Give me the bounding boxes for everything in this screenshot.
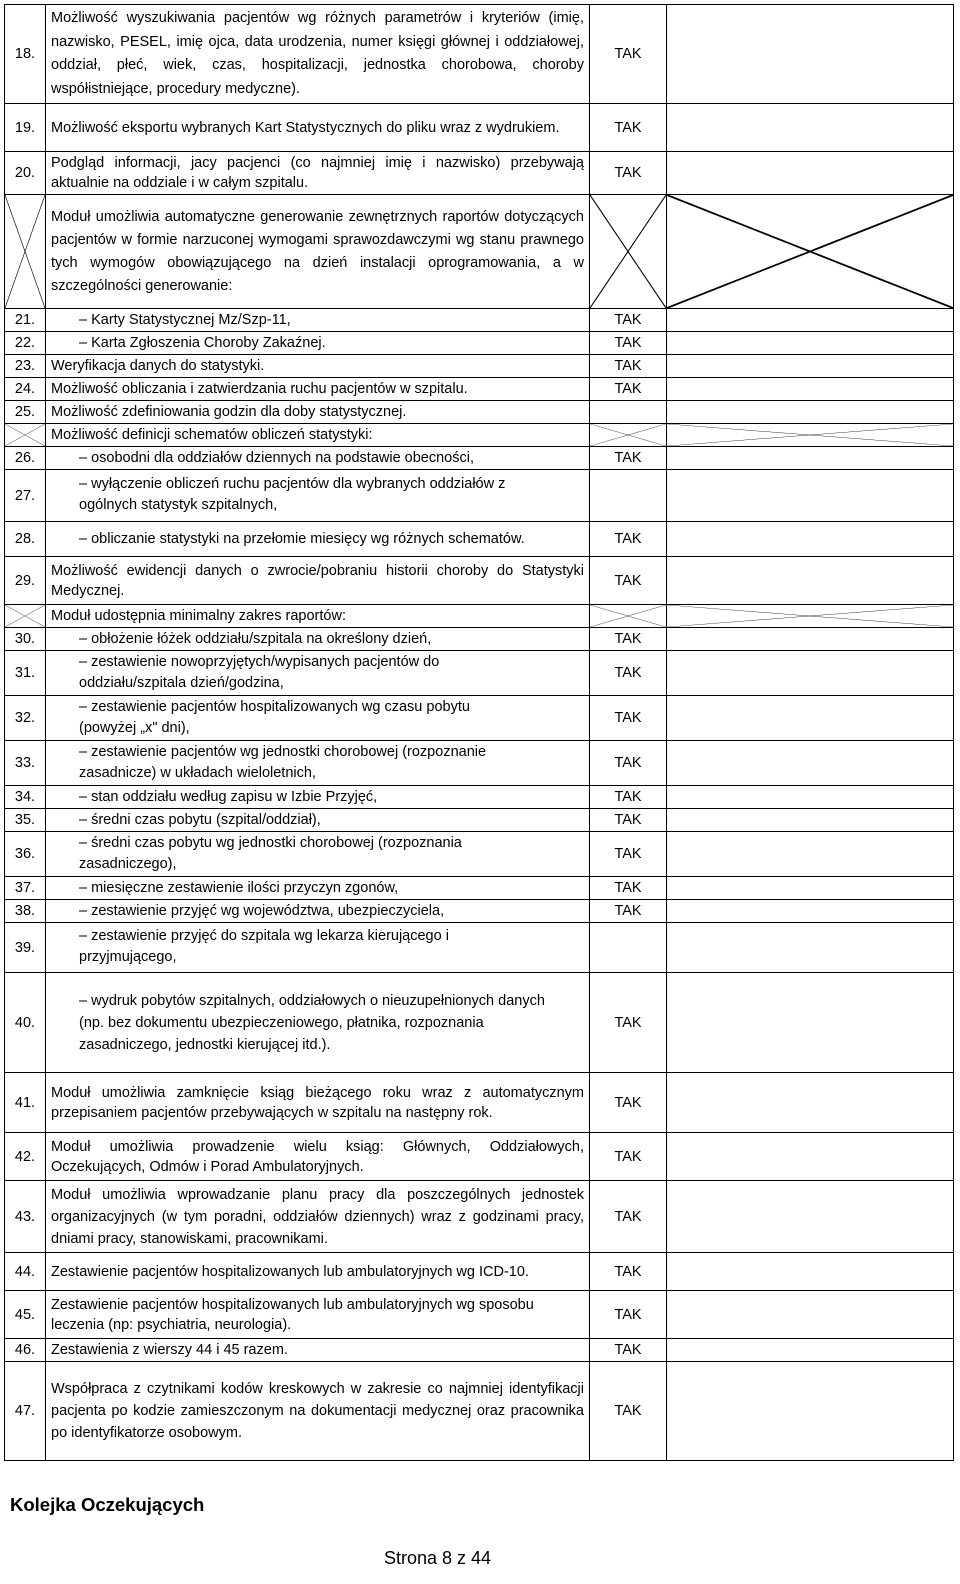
row-extra (667, 470, 954, 522)
row-description: Zestawienie pacjentów hospitalizowanych lub ambulatoryjnych wg ICD-10. (46, 1253, 590, 1291)
row-value: TAK (590, 1362, 667, 1461)
table-row (5, 309, 954, 332)
row-extra (667, 152, 954, 195)
row-extra (667, 877, 954, 900)
table-row (5, 104, 954, 152)
row-number: 33. (5, 741, 46, 786)
row-description: Zestawienia z wierszy 44 i 45 razem. (46, 1339, 590, 1362)
table-row (5, 1253, 954, 1291)
row-number: 20. (5, 152, 46, 195)
table-row (5, 1362, 954, 1461)
table-row (5, 605, 954, 628)
crossed-cell (667, 424, 954, 447)
row-value: TAK (590, 309, 667, 332)
row-number: 19. (5, 104, 46, 152)
row-number: 29. (5, 557, 46, 605)
row-number: 28. (5, 522, 46, 557)
section-description: Moduł udostępnia minimalny zakres raportów: (46, 605, 590, 628)
row-description: – miesięczne zestawienie ilości przyczyn zgonów, (46, 877, 590, 900)
row-value: TAK (590, 786, 667, 809)
row-extra (667, 809, 954, 832)
row-number: 47. (5, 1362, 46, 1461)
table-row (5, 832, 954, 877)
row-extra (667, 1253, 954, 1291)
row-value: TAK (590, 447, 667, 470)
row-value (590, 470, 667, 522)
row-value: TAK (590, 900, 667, 923)
table-row (5, 1291, 954, 1339)
table-row (5, 5, 954, 104)
row-extra (667, 557, 954, 605)
row-description: Moduł umożliwia wprowadzanie planu pracy dla poszczególnych jednostek organizacyjnych (w tym poradni, oddziałów dziennych) wraz z godzinami pracy, dniami pracy, stanowiskami, pracownikami. (46, 1181, 590, 1253)
row-number: 37. (5, 877, 46, 900)
row-number: 32. (5, 696, 46, 741)
table-row (5, 1339, 954, 1362)
row-number: 44. (5, 1253, 46, 1291)
row-description: Podgląd informacji, jacy pacjenci (co najmniej imię i nazwisko) przebywają aktualnie na oddziale i w całym szpitalu. (46, 152, 590, 195)
row-description: Moduł umożliwia zamknięcie ksiąg bieżącego roku wraz z automatycznym przepisaniem pacjentów przebywających w szpitalu na następny rok. (46, 1073, 590, 1133)
row-description: Możliwość ewidencji danych o zwrocie/pobraniu historii choroby do Statystyki Medycznej. (46, 557, 590, 605)
row-number: 40. (5, 973, 46, 1073)
table-row (5, 696, 954, 741)
row-description: – osobodni dla oddziałów dziennych na podstawie obecności, (46, 447, 590, 470)
row-value: TAK (590, 1133, 667, 1181)
row-extra (667, 786, 954, 809)
row-number: 43. (5, 1181, 46, 1253)
row-extra (667, 1181, 954, 1253)
row-description: – wyłączenie obliczeń ruchu pacjentów dla wybranych oddziałów z ogólnych statystyk szpitalnych, (46, 470, 590, 522)
row-number: 18. (5, 5, 46, 104)
row-extra (667, 923, 954, 973)
row-value: TAK (590, 628, 667, 651)
row-number: 26. (5, 447, 46, 470)
row-extra (667, 332, 954, 355)
table-row (5, 378, 954, 401)
crossed-cell (5, 424, 46, 447)
row-extra (667, 5, 954, 104)
row-number: 35. (5, 809, 46, 832)
row-value: TAK (590, 522, 667, 557)
row-description: – zestawienie nowoprzyjętych/wypisanych pacjentów do oddziału/szpitala dzień/godzina, (46, 651, 590, 696)
row-value: TAK (590, 832, 667, 877)
crossed-cell (5, 195, 46, 309)
row-description: Zestawienie pacjentów hospitalizowanych lub ambulatoryjnych wg sposobu leczenia (np: psychiatria, neurologia). (46, 1291, 590, 1339)
row-description: Możliwość zdefiniowania godzin dla doby statystycznej. (46, 401, 590, 424)
row-description: – zestawienie przyjęć wg województwa, ubezpieczyciela, (46, 900, 590, 923)
row-extra (667, 696, 954, 741)
row-description: – zestawienie pacjentów hospitalizowanych wg czasu pobytu (powyżej „x" dni), (46, 696, 590, 741)
row-value: TAK (590, 651, 667, 696)
table-row (5, 355, 954, 378)
requirements-table (4, 4, 954, 1461)
row-extra (667, 1073, 954, 1133)
row-description: Moduł umożliwia prowadzenie wielu ksiąg: Głównych, Oddziałowych, Oczekujących, Odmów i Porad Ambulatoryjnych. (46, 1133, 590, 1181)
table-row (5, 1181, 954, 1253)
row-description: – Karty Statystycznej Mz/Szp-11, (46, 309, 590, 332)
table-row (5, 628, 954, 651)
table-row (5, 877, 954, 900)
table-row (5, 786, 954, 809)
row-number: 41. (5, 1073, 46, 1133)
row-description: – Karta Zgłoszenia Choroby Zakaźnej. (46, 332, 590, 355)
table-row (5, 1133, 954, 1181)
row-extra (667, 741, 954, 786)
row-extra (667, 900, 954, 923)
section-description: Możliwość definicji schematów obliczeń statystyki: (46, 424, 590, 447)
table-row (5, 152, 954, 195)
row-description: – stan oddziału według zapisu w Izbie Przyjęć, (46, 786, 590, 809)
row-description: – obłożenie łóżek oddziału/szpitala na określony dzień, (46, 628, 590, 651)
crossed-cell (590, 424, 667, 447)
row-extra (667, 651, 954, 696)
table-row (5, 470, 954, 522)
row-number: 25. (5, 401, 46, 424)
row-value: TAK (590, 152, 667, 195)
row-extra (667, 104, 954, 152)
row-value: TAK (590, 741, 667, 786)
row-description: Możliwość eksportu wybranych Kart Statystycznych do pliku wraz z wydrukiem. (46, 104, 590, 152)
row-number: 38. (5, 900, 46, 923)
row-description: Możliwość wyszukiwania pacjentów wg różnych parametrów i kryteriów (imię, nazwisko, PESEL, imię ojca, data urodzenia, numer księgi głównej i oddziałowej, oddział, płeć, wiek, czas, hospitalizacji, jednostka chorobowa, choroby współistniejące, procedury medyczne). (46, 5, 590, 104)
row-value: TAK (590, 5, 667, 104)
page-footer: Strona 8 z 44 (384, 1548, 492, 1568)
row-value: TAK (590, 355, 667, 378)
row-number: 31. (5, 651, 46, 696)
row-description: – średni czas pobytu (szpital/oddział), (46, 809, 590, 832)
row-description: – obliczanie statystyki na przełomie miesięcy wg różnych schematów. (46, 522, 590, 557)
table-row (5, 900, 954, 923)
row-number: 21. (5, 309, 46, 332)
row-value: TAK (590, 809, 667, 832)
row-number: 36. (5, 832, 46, 877)
table-row (5, 401, 954, 424)
row-extra (667, 1133, 954, 1181)
table-row (5, 332, 954, 355)
row-value: TAK (590, 1073, 667, 1133)
row-extra (667, 355, 954, 378)
crossed-cell (5, 605, 46, 628)
row-number: 45. (5, 1291, 46, 1339)
row-description: Możliwość obliczania i zatwierdzania ruchu pacjentów w szpitalu. (46, 378, 590, 401)
row-number: 39. (5, 923, 46, 973)
row-value (590, 923, 667, 973)
row-number: 42. (5, 1133, 46, 1181)
row-value: TAK (590, 1339, 667, 1362)
section-heading: Kolejka Oczekujących (10, 1494, 205, 1515)
table-row (5, 741, 954, 786)
row-number: 27. (5, 470, 46, 522)
row-extra (667, 1291, 954, 1339)
crossed-cell (590, 605, 667, 628)
row-extra (667, 378, 954, 401)
row-description: Współpraca z czytnikami kodów kreskowych w zakresie co najmniej identyfikacji pacjenta po kodzie zamieszczonym na dokumentacji medycznej oraz pracownika po identyfikatorze osobowym. (46, 1362, 590, 1461)
table-row (5, 424, 954, 447)
table-row (5, 522, 954, 557)
crossed-cell (590, 195, 667, 309)
row-description: – zestawienie przyjęć do szpitala wg lekarza kierującego i przyjmującego, (46, 923, 590, 973)
table-row (5, 195, 954, 309)
row-extra (667, 447, 954, 470)
row-number: 22. (5, 332, 46, 355)
row-number: 23. (5, 355, 46, 378)
row-number: 46. (5, 1339, 46, 1362)
row-description: – zestawienie pacjentów wg jednostki chorobowej (rozpoznanie zasadnicze) w układach wieloletnich, (46, 741, 590, 786)
crossed-cell (667, 195, 954, 309)
section-description: Moduł umożliwia automatyczne generowanie zewnętrznych raportów dotyczących pacjentów w formie narzuconej wymogami sprawozdawczymi wg stanu prawnego tych wymogów obowiązującego na dzień instalacji oprogramowania, a w szczególności generowanie: (46, 195, 590, 309)
row-value: TAK (590, 1291, 667, 1339)
row-number: 34. (5, 786, 46, 809)
row-value: TAK (590, 696, 667, 741)
row-value: TAK (590, 1181, 667, 1253)
row-extra (667, 973, 954, 1073)
row-value: TAK (590, 332, 667, 355)
row-extra (667, 401, 954, 424)
table-row (5, 651, 954, 696)
row-extra (667, 628, 954, 651)
row-extra (667, 1339, 954, 1362)
row-number: 24. (5, 378, 46, 401)
row-value: TAK (590, 973, 667, 1073)
row-description: Weryfikacja danych do statystyki. (46, 355, 590, 378)
row-description: – wydruk pobytów szpitalnych, oddziałowych o nieuzupełnionych danych (np. bez dokumentu ubezpieczeniowego, płatnika, rozpoznania zasadniczego, jednostki kierującej itd.). (46, 973, 590, 1073)
table-row (5, 447, 954, 470)
row-value: TAK (590, 877, 667, 900)
row-value: TAK (590, 378, 667, 401)
row-extra (667, 832, 954, 877)
crossed-cell (667, 605, 954, 628)
row-value (590, 401, 667, 424)
row-description: – średni czas pobytu wg jednostki chorobowej (rozpoznania zasadniczego), (46, 832, 590, 877)
table-row (5, 809, 954, 832)
table-row (5, 923, 954, 973)
row-value: TAK (590, 1253, 667, 1291)
row-extra (667, 309, 954, 332)
table-row (5, 1073, 954, 1133)
table-row (5, 557, 954, 605)
table-row (5, 973, 954, 1073)
row-number: 30. (5, 628, 46, 651)
row-extra (667, 1362, 954, 1461)
row-value: TAK (590, 557, 667, 605)
row-value: TAK (590, 104, 667, 152)
row-extra (667, 522, 954, 557)
